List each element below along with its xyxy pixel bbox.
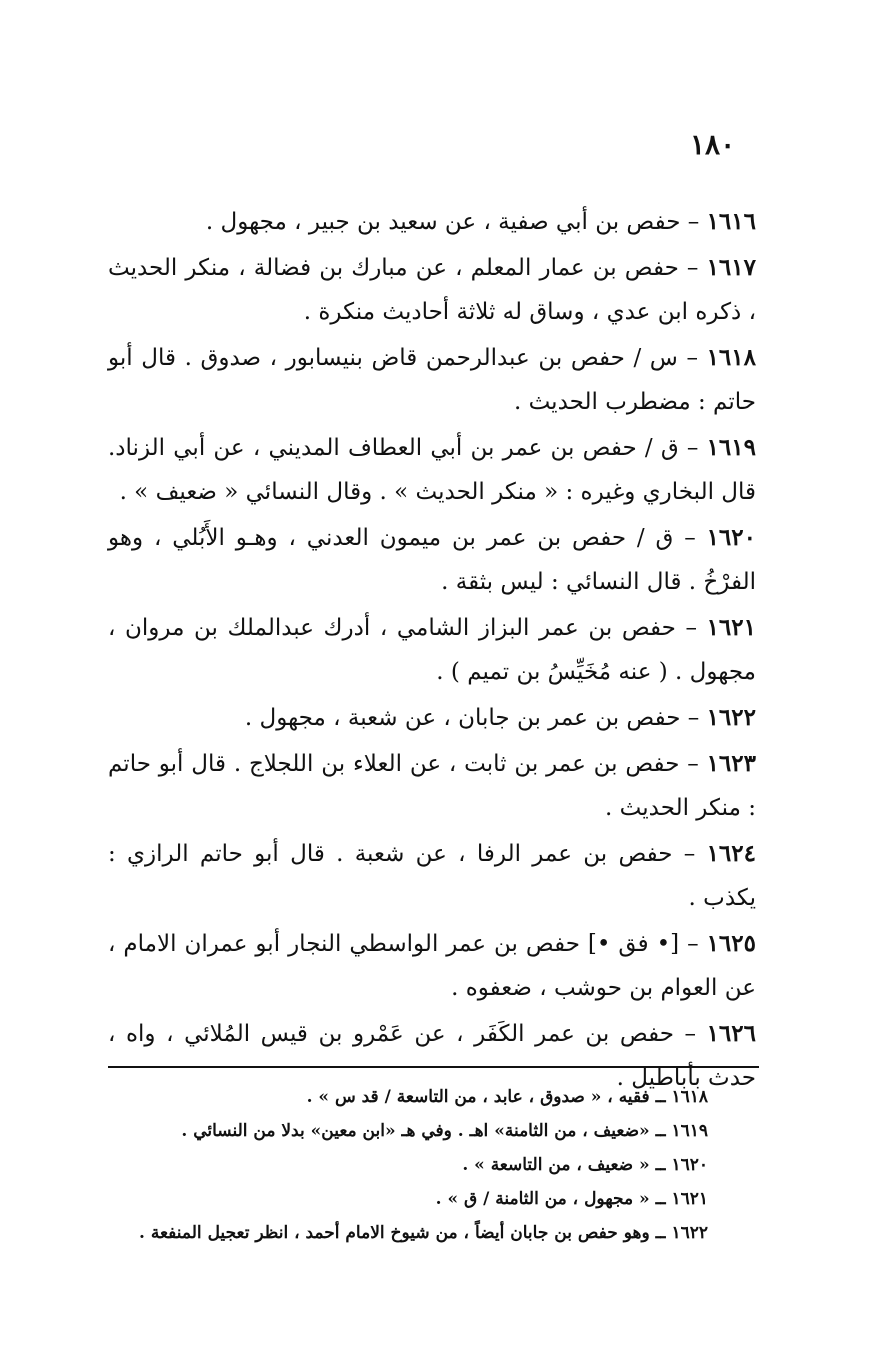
entry-text: – حفص بن عمر بن جابان ، عن شعبة ، مجهول . <box>244 705 707 731</box>
entry-1622 <box>108 696 756 740</box>
entry-number: ١٦٢٠ <box>706 524 756 551</box>
footnote: ١٦٢٢ ــ وهو حفص بن جابان أيضاً ، من شيوخ الامام أحمد ، انظر تعجيل المنفعة . <box>139 1223 708 1243</box>
entry-text: – حفص بن عمر البزاز الشامي ، أدرك عبدالملك بن مروان ، مجهول . ( عنه مُخَيِّسُ بن تميم ) . <box>108 615 756 685</box>
entry-text: – حفص بن عمر الرفا ، عن شعبة . قال أبو حاتم الرازي : يكذب . <box>108 841 756 911</box>
page-number: ١٨٠ <box>690 128 736 161</box>
footnote: ١٦١٨ ــ فقيه ، « صدوق ، عابد ، من التاسعة / قد س » . <box>306 1087 708 1107</box>
footnote: ١٦١٩ ــ «ضعيف ، من الثامنة» اهـ . وفي هـ «ابن معين» بدلا من النسائي . <box>181 1121 708 1141</box>
entry-text: – حفص بن أبي صفية ، عن سعيد بن جبير ، مجهول . <box>205 209 707 235</box>
entry-1616 <box>108 200 756 244</box>
entry-number: ١٦٢٤ <box>706 840 756 867</box>
entry-number: ١٦١٩ <box>706 434 756 461</box>
footnote: ١٦٢٠ ــ « ضعيف ، من التاسعة » . <box>462 1155 708 1175</box>
entry-number: ١٦٢١ <box>706 614 756 641</box>
entry-number: ١٦٢٦ <box>706 1020 756 1047</box>
entry-text: – حفص بن عمار المعلم ، عن مبارك بن فضالة ، منكر الحديث ، ذكره ابن عدي ، وساق له ثلاثة أحاديث منكرة . <box>108 255 756 325</box>
entry-text: – [• فق •] حفص بن عمر الواسطي النجار أبو عمران الامام ، عن العوام بن حوشب ، ضعفوه . <box>108 931 756 1001</box>
entry-1623 <box>108 742 756 830</box>
entry-number: ١٦١٦ <box>706 208 756 235</box>
entry-text: – حفص بن عمر الكَفَر ، عن عَمْرو بن قيس المُلائي ، واه ، حدث بأباطيل . <box>108 1021 756 1091</box>
entry-number: ١٦٢٥ <box>706 930 756 957</box>
entry-text: – حفص بن عمر بن ثابت ، عن العلاء بن اللجلاج . قال أبو حاتم : منكر الحديث . <box>108 751 756 821</box>
entry-1619 <box>108 426 756 514</box>
entry-1618 <box>108 336 756 424</box>
entry-1620 <box>108 516 756 604</box>
entries-list <box>108 200 756 1102</box>
footnote: ١٦٢١ ــ « مجهول ، من الثامنة / ق » . <box>435 1189 708 1209</box>
footnote-divider <box>108 1066 759 1068</box>
entry-1624 <box>108 832 756 920</box>
entry-text: – س / حفص بن عبدالرحمن قاض بنيسابور ، صدوق . قال أبو حاتم : مضطرب الحديث . <box>108 345 756 415</box>
entry-number: ١٦١٧ <box>706 254 756 281</box>
entry-number: ١٦١٨ <box>706 344 756 371</box>
entry-1621 <box>108 606 756 694</box>
entry-text: – ق / حفص بن عمر بن أبي العطاف المديني ، عن أبي الزناد. قال البخاري وغيره : « منكر الحديث » . وقال النسائي « ضعيف » . <box>108 435 756 505</box>
entry-number: ١٦٢٣ <box>706 750 756 777</box>
footnotes <box>108 1080 708 1250</box>
entry-1625 <box>108 922 756 1010</box>
entry-text: – ق / حفص بن عمر بن ميمون العدني ، وهـو الأَبُلي ، وهو الفرْخُ . قال النسائي : ليس بثقة . <box>108 525 756 595</box>
entry-number: ١٦٢٢ <box>706 704 756 731</box>
entry-1617 <box>108 246 756 334</box>
